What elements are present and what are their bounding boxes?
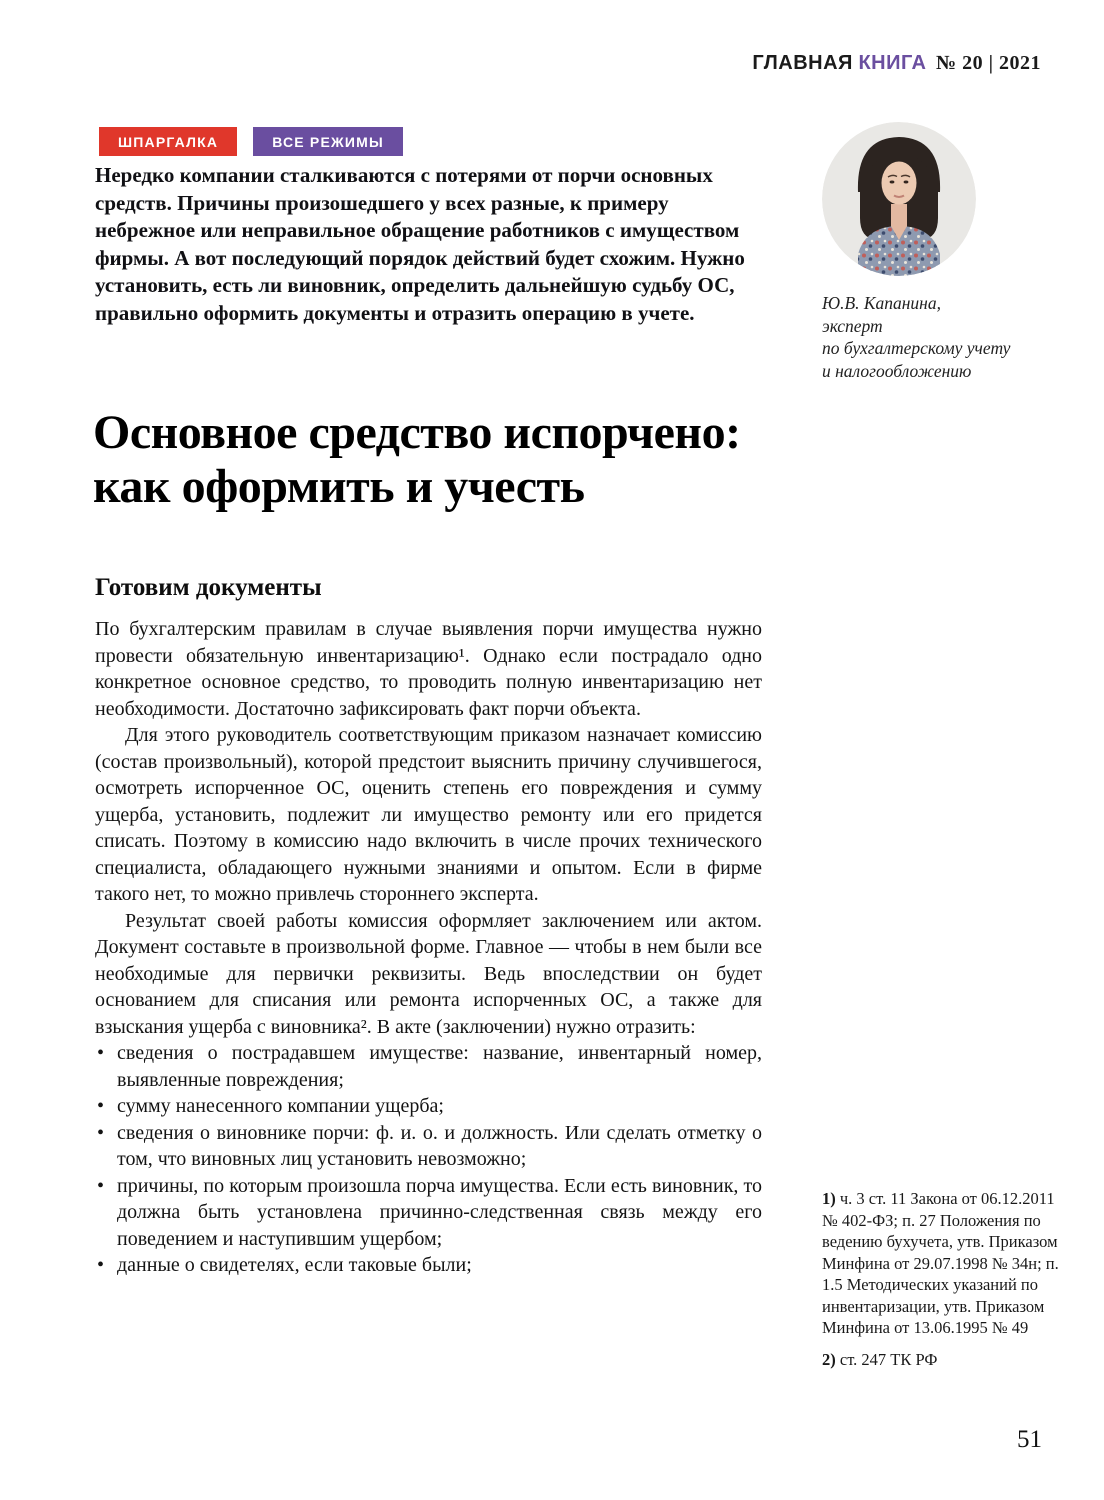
magazine-brand-purple: КНИГА (858, 52, 927, 74)
section-heading: Готовим документы (95, 574, 322, 601)
author-portrait-photo (822, 122, 976, 276)
list-item (95, 1120, 762, 1173)
list-item (95, 1040, 762, 1093)
author-caption (822, 292, 1070, 382)
author-role-line: и налогообложению (822, 360, 972, 381)
footnote-1-marker: 1) (822, 1189, 836, 1208)
bullet-icon: • (97, 1121, 105, 1144)
footnote-2-text: ст. 247 ТК РФ (839, 1349, 938, 1369)
badge-shpargalka-label: ШПАРГАЛКА (118, 133, 219, 150)
list-item (95, 1252, 762, 1279)
body-paragraph-2: Для этого руководитель соответствующим приказом назначает комиссию (состав произвольный), которой предстоит выяснить причину случившегося, осмотреть испорченное ОС, оценить степень его повреждения и сумму ущерба, установить, подлежит ли имущество ремонту или его придется списать. Поэтому в комиссию надо включить в числе прочих технического специалиста, обладающего нужными знаниями и опытом. Если в фирме такого нет, то можно привлечь стороннего эксперта. (95, 724, 762, 905)
footnotes-sidebar (822, 1188, 1074, 1380)
list-item (95, 1173, 762, 1253)
bullet-icon: • (97, 1254, 105, 1276)
author-role-line: по бухгалтерскому учету (822, 338, 1011, 358)
footnote-1-text: ч. 3 ст. 11 Закона от 06.12.2011 № 402-ФЗ; п. 27 Положения по ведению бухучета, утв. Приказом Минфина от 29.07.1998 № 34н; п. 1.5 Методических указаний по инвентаризации, утв. Приказом Минфина от 13.06.1995 № 49 (822, 1189, 1059, 1337)
article-title (93, 406, 741, 514)
lead-paragraph: Нередко компании сталкиваются с потерями от порчи основных средств. Причины произошедшего у всех разные, к примеру небрежное или неправильное обращение работников с имуществом фирмы. А вот последующий порядок действий будет схожим. Нужно установить, есть ли виновник, определить дальнейшую судьбу ОС, правильно оформить документы и отразить операцию в учете. (95, 163, 745, 325)
magazine-brand-black: ГЛАВНАЯ (752, 52, 853, 74)
article-title-line-1: Основное средство испорчено: (93, 406, 741, 459)
list-item-text: сведения о виновнике порчи: ф. и. о. и должность. Или сделать отметку о том, что виновных лиц установить невозможно; (117, 1121, 762, 1170)
bullet-icon: • (97, 1042, 105, 1064)
list-item-text: причины, по которым произошла порча имущества. Если есть виновник, то должна быть установлена причинно-следственная связь между его поведением и наступившим ущербом; (117, 1174, 762, 1250)
article-badges (99, 127, 403, 156)
page-number: 51 (1017, 1426, 1042, 1453)
footnote-2-marker: 2) (822, 1349, 836, 1369)
portrait-illustration (822, 122, 976, 276)
bullet-icon: • (97, 1095, 105, 1117)
list-item-text: сумму нанесенного компании ущерба; (117, 1095, 444, 1117)
article-title-line-2: как оформить и учесть (93, 460, 585, 513)
article-body (95, 616, 762, 1279)
footnote-2 (822, 1349, 1074, 1371)
author-role-line: эксперт (822, 315, 883, 336)
body-paragraph-1: По бухгалтерским правилам в случае выявления порчи имущества нужно провести обязательную инвентаризацию¹. Однако если пострадало одно конкретное основное средство, то проводить полную инвентаризацию нет необходимости. Достаточно зафиксировать факт порчи объекта. (95, 618, 762, 720)
author-block (822, 122, 1070, 382)
list-item (95, 1093, 762, 1120)
list-item-text: сведения о пострадавшем имуществе: название, инвентарный номер, выявленные повреждения; (117, 1042, 762, 1091)
requirements-list (95, 1040, 762, 1279)
badge-shpargalka (99, 127, 237, 156)
masthead (752, 52, 1041, 75)
badge-vse-rezhimy (253, 127, 403, 156)
issue-number: № 20 | 2021 (935, 52, 1041, 74)
author-name: Ю.В. Капанина, (822, 293, 941, 313)
list-item-text: данные о свидетелях, если таковые были; (117, 1254, 472, 1276)
bullet-icon: • (97, 1174, 105, 1197)
badge-vse-rezhimy-label: ВСЕ РЕЖИМЫ (272, 133, 384, 150)
footnote-1 (822, 1188, 1074, 1339)
body-paragraph-3: Результат своей работы комиссия оформляет заключением или актом. Документ составьте в произвольной форме. Главное — чтобы в нем были все необходимые для первички реквизиты. Ведь впоследствии он будет основанием для списания или ремонта испорченных ОС, а также для взыскания ущерба с виновника². В акте (заключении) нужно отразить: (95, 909, 762, 1038)
